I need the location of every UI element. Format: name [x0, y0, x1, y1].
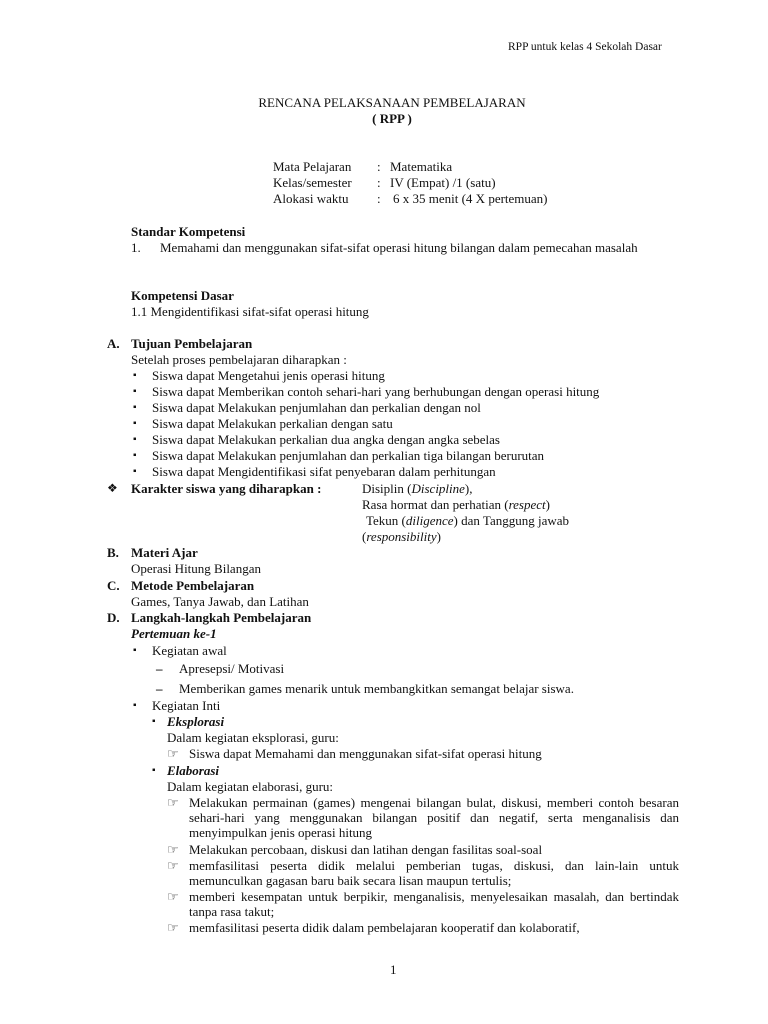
- pointing-hand-icon: ☞: [167, 858, 179, 873]
- identity-separator: :: [377, 159, 381, 174]
- pointing-hand-icon: ☞: [167, 889, 179, 904]
- list-item: Siswa dapat Melakukan penjumlahan dan perkalian dengan nol: [152, 400, 481, 415]
- list-item: Siswa dapat Melakukan penjumlahan dan perkalian tiga bilangan berurutan: [152, 448, 545, 463]
- list-item: Memberikan games menarik untuk membangkitkan semangat belajar siswa.: [179, 681, 574, 696]
- section-letter: B.: [107, 545, 119, 560]
- pointing-hand-icon: ☞: [167, 842, 179, 857]
- standar-text: Memahami dan menggunakan sifat-sifat operasi hitung bilangan dalam pemecahan masalah: [160, 240, 638, 255]
- list-item: Siswa dapat Melakukan perkalian dengan satu: [152, 416, 393, 431]
- karakter-value: Disiplin (Discipline),: [362, 481, 473, 496]
- pointing-hand-icon: ☞: [167, 920, 179, 935]
- square-bullet-icon: ▪: [133, 402, 137, 413]
- karakter-value: Tekun (diligence) dan Tanggung jawab: [366, 513, 570, 528]
- list-item: Siswa dapat Memberikan contoh sehari-hari yang berhubungan dengan operasi hitung: [152, 384, 600, 399]
- metode-text: Games, Tanya Jawab, dan Latihan: [131, 594, 309, 609]
- section-letter: D.: [107, 610, 120, 625]
- section-letter: A.: [107, 336, 120, 351]
- square-bullet-icon: ▪: [133, 450, 137, 461]
- kegiatan-inti-label: Kegiatan Inti: [152, 698, 221, 713]
- tujuan-heading: Tujuan Pembelajaran: [131, 336, 253, 351]
- list-item: Siswa dapat Mengidentifikasi sifat penyebaran dalam perhitungan: [152, 464, 496, 479]
- document-title: RENCANA PELAKSANAAN PEMBELAJARAN: [258, 95, 526, 110]
- page-number: 1: [390, 962, 397, 977]
- pointing-hand-icon: ☞: [167, 795, 179, 810]
- identity-value: IV (Empat) /1 (satu): [390, 175, 496, 190]
- diamond-bullet-icon: ❖: [107, 481, 118, 495]
- identity-separator: :: [377, 191, 381, 206]
- materi-heading: Materi Ajar: [131, 545, 198, 560]
- metode-heading: Metode Pembelajaran: [131, 578, 255, 593]
- dash-bullet-icon: –: [156, 661, 163, 676]
- eksplorasi-intro: Dalam kegiatan eksplorasi, guru:: [167, 730, 339, 745]
- list-item: Apresepsi/ Motivasi: [179, 661, 285, 676]
- square-bullet-icon: ▪: [133, 434, 137, 445]
- list-item: Siswa dapat Melakukan perkalian dua angka dengan angka sebelas: [152, 432, 500, 447]
- eksplorasi-label: Eksplorasi: [167, 714, 225, 729]
- kompetensi-item: 1.1 Mengidentifikasi sifat-sifat operasi hitung: [131, 304, 369, 319]
- karakter-value: Rasa hormat dan perhatian (respect): [362, 497, 550, 512]
- pointing-hand-icon: ☞: [167, 746, 179, 761]
- kegiatan-awal-label: Kegiatan awal: [152, 643, 227, 658]
- square-bullet-icon: ▪: [152, 716, 156, 727]
- square-bullet-icon: ▪: [133, 418, 137, 429]
- document-subtitle: ( RPP ): [372, 111, 412, 126]
- elaborasi-label: Elaborasi: [167, 763, 220, 778]
- list-item: memfasilitasi peserta didik melalui pemberian tugas, diskusi, dan lain-lain untuk memunculkan gagasan baru baik secara lisan maupun tertulis;: [189, 858, 679, 888]
- list-item: Siswa dapat Memahami dan menggunakan sifat-sifat operasi hitung: [189, 746, 542, 761]
- elaborasi-intro: Dalam kegiatan elaborasi, guru:: [167, 779, 334, 794]
- karakter-heading: Karakter siswa yang diharapkan :: [131, 481, 322, 496]
- kompetensi-heading: Kompetensi Dasar: [131, 288, 234, 303]
- standar-number: 1.: [131, 240, 141, 255]
- identity-label: Mata Pelajaran: [273, 159, 352, 174]
- running-header: RPP untuk kelas 4 Sekolah Dasar: [508, 41, 662, 53]
- materi-text: Operasi Hitung Bilangan: [131, 561, 261, 576]
- list-item: Siswa dapat Mengetahui jenis operasi hitung: [152, 368, 385, 383]
- square-bullet-icon: ▪: [133, 645, 137, 656]
- identity-value: 6 x 35 menit (4 X pertemuan): [393, 191, 548, 206]
- square-bullet-icon: ▪: [133, 386, 137, 397]
- list-item: Melakukan percobaan, diskusi dan latihan dengan fasilitas soal-soal: [189, 842, 543, 857]
- square-bullet-icon: ▪: [152, 765, 156, 776]
- standar-heading: Standar Kompetensi: [131, 224, 246, 239]
- identity-label: Kelas/semester: [273, 175, 352, 190]
- karakter-value: (responsibility): [362, 529, 441, 544]
- identity-separator: :: [377, 175, 381, 190]
- square-bullet-icon: ▪: [133, 466, 137, 477]
- dash-bullet-icon: –: [156, 681, 163, 696]
- list-item: Melakukan permainan (games) mengenai bilangan bulat, diskusi, memberi contoh besaran sehari-hari yang menggunakan bilangan positif dan negatif, serta menganalisis dan menyimpulkan jenis operasi hitung: [189, 795, 679, 840]
- list-item: memberi kesempatan untuk berpikir, menganalisis, menyelesaikan masalah, dan bertindak tanpa rasa takut;: [189, 889, 679, 919]
- square-bullet-icon: ▪: [133, 700, 137, 711]
- langkah-heading: Langkah-langkah Pembelajaran: [131, 610, 312, 625]
- identity-label: Alokasi waktu: [273, 191, 349, 206]
- list-item: memfasilitasi peserta didik dalam pembelajaran kooperatif dan kolaboratif,: [189, 920, 580, 935]
- section-letter: C.: [107, 578, 120, 593]
- pertemuan-heading: Pertemuan ke-1: [131, 626, 217, 641]
- tujuan-intro: Setelah proses pembelajaran diharapkan :: [131, 352, 347, 367]
- square-bullet-icon: ▪: [133, 370, 137, 381]
- identity-value: Matematika: [390, 159, 453, 174]
